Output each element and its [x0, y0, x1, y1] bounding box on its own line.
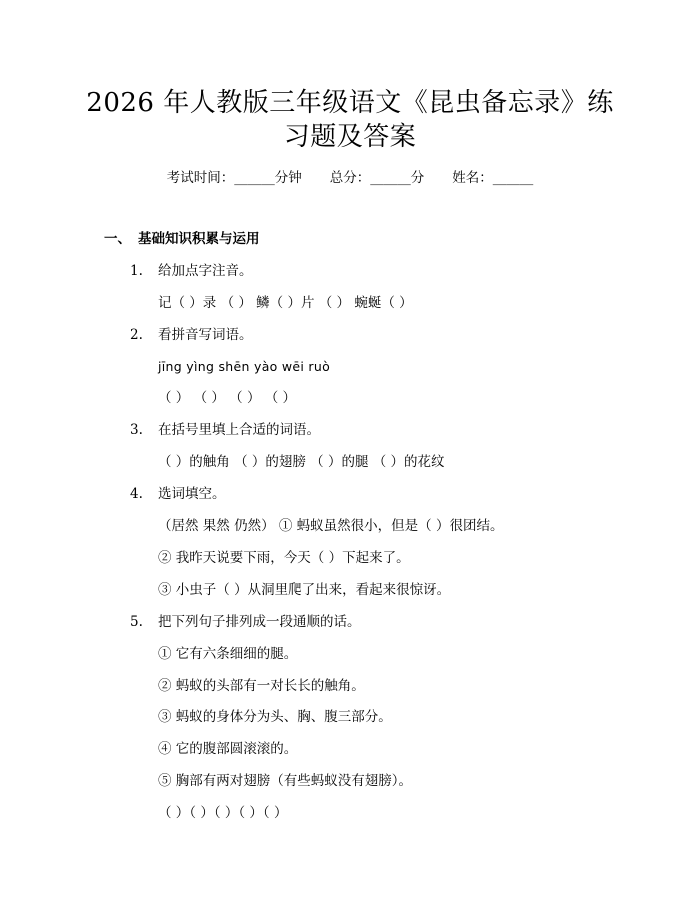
sentence-item: ③ 蚂蚁的身体分为头、胸、腹三部分。	[158, 709, 392, 725]
exam-meta-row	[0, 168, 700, 188]
question-number: 4.	[130, 486, 143, 502]
question-number: 1.	[130, 263, 143, 279]
pinyin-line: jīng yìng shēn yào wēi ruò	[158, 359, 331, 374]
sentence-item: ④ 它的腹部圆滚滚的。	[158, 741, 298, 757]
question-answer-line: ③ 小虫子（ ）从洞里爬了出来，看起来很惊讶。	[158, 582, 451, 598]
question-answer-line: ② 我昨天说要下雨，今天（ ）下起来了。	[158, 550, 410, 566]
question-text: 选词填空。	[158, 486, 226, 502]
question-answer-line: 记（ ）录 （ ） 鳞（ ）片 （ ） 蜿蜒（ ）	[158, 295, 413, 311]
question-number: 2.	[130, 327, 143, 343]
section-heading	[104, 229, 260, 249]
sentence-item: ① 它有六条细细的腿。	[158, 646, 298, 662]
student-name-label: 姓名：______	[452, 170, 534, 186]
question-answer-line: （ ）（ ）（ ）（ ）（ ）	[158, 805, 288, 821]
section-title: 基础知识积累与运用	[138, 231, 260, 247]
document-title-line-1: 2026 年人教版三年级语文《昆虫备忘录》练	[86, 88, 614, 118]
question-text: 给加点字注音。	[158, 263, 253, 279]
document-title-line-2: 习题及答案	[283, 122, 417, 152]
question-text: 把下列句子排列成一段通顺的话。	[158, 614, 361, 630]
question-answer-line: （居然 果然 仍然） ① 蚂蚁虽然很小，但是（ ）很团结。	[158, 518, 504, 534]
question-text: 在括号里填上合适的词语。	[158, 422, 320, 438]
section-number: 一、	[104, 231, 131, 247]
total-score-label: 总分：______分	[329, 170, 425, 186]
question-number: 3.	[130, 422, 143, 438]
question-text: 看拼音写词语。	[158, 327, 253, 343]
exam-time-label: 考试时间：______分钟	[166, 170, 302, 186]
sentence-item: ② 蚂蚁的头部有一对长长的触角。	[158, 678, 365, 694]
sentence-item: ⑤ 胸部有两对翅膀（有些蚂蚁没有翅膀）。	[158, 773, 413, 789]
question-answer-line: （ ） （ ） （ ） （ ）	[158, 390, 297, 406]
question-number: 5.	[130, 614, 143, 630]
question-answer-line: （ ）的触角 （ ）的翅膀 （ ）的腿 （ ）的花纹	[158, 454, 445, 470]
